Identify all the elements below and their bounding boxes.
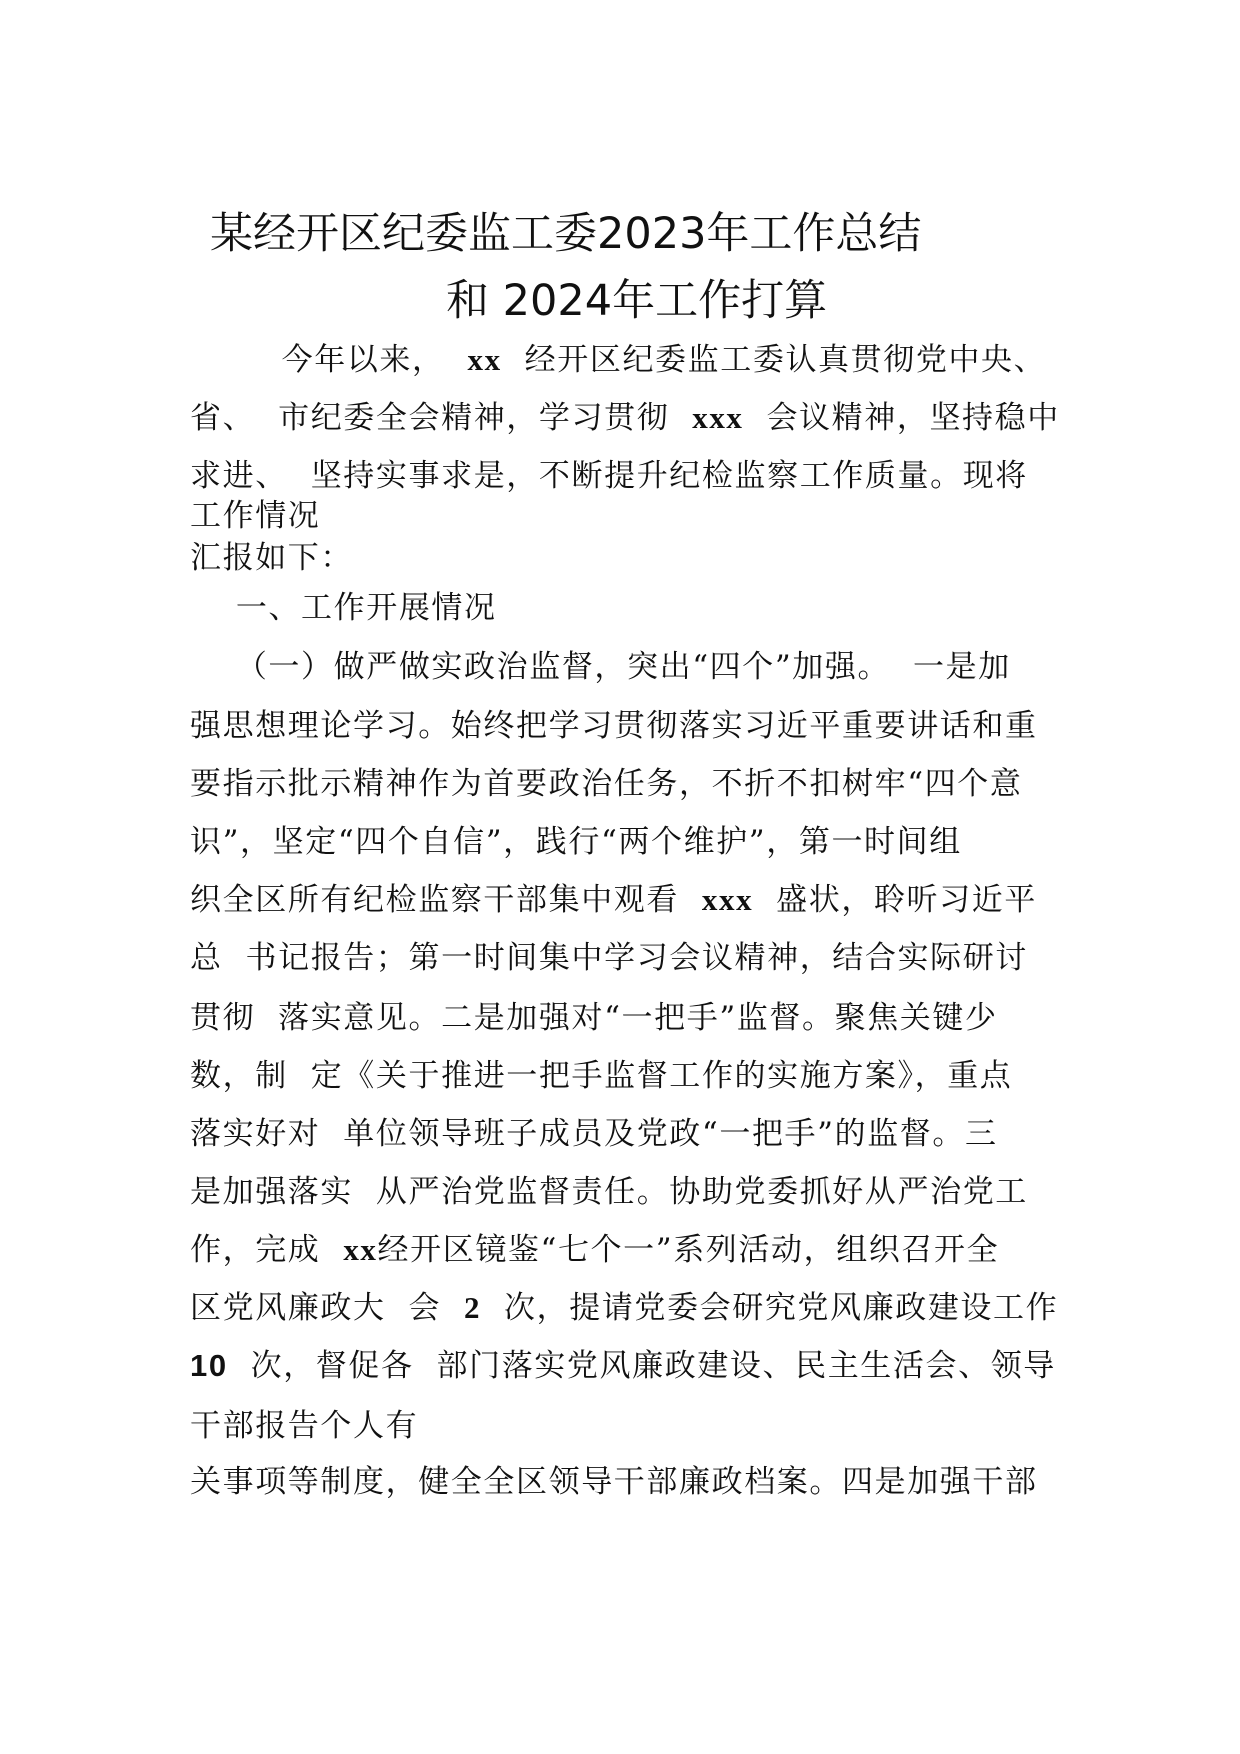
line-text: 织全区所有纪检监察干部集中观看 xyxy=(190,882,702,918)
line-text-continued: 盛状，聆听习近平 xyxy=(753,882,1037,918)
paragraph-line xyxy=(190,1056,1012,1096)
line-text: 识”，坚定“四个自信”，践行“两个维护”，第一时间组 xyxy=(190,824,962,860)
line-text: 要指示批示精神作为首要政治任务，不折不扣树牢“四个意 xyxy=(190,766,1023,802)
line-text: 强思想理论学习。始终把学习贯彻落实习近平重要讲话和重 xyxy=(190,708,1038,744)
line-text: 数，制 定《关于推进一把手监督工作的实施方案》，重点 xyxy=(190,1058,1013,1094)
line-text: 汇报如下： xyxy=(190,540,353,576)
paragraph-line xyxy=(190,398,1060,438)
paragraph-line xyxy=(190,706,1038,746)
bold-inline-text: 2 xyxy=(464,1290,482,1325)
paragraph-line xyxy=(190,1230,999,1270)
line-text: 落实好对 单位领导班子成员及党政“一把手”的监督。三 xyxy=(190,1116,998,1152)
paragraph-line xyxy=(190,880,1037,920)
line-text: 总 书记报告；第一时间集中学习会议精神，结合实际研讨 xyxy=(190,940,1028,976)
paragraph-line xyxy=(190,998,998,1038)
line-text: 贯彻 落实意见。二是加强对“一把手”监督。聚焦关键少 xyxy=(190,1000,998,1036)
line-text-continued: 次，提请党委会研究党风廉政建设工作 xyxy=(481,1290,1059,1326)
line-text-continued: 经开区纪委监工委认真贯彻党中央、 xyxy=(501,342,1047,378)
line-text-continued: 经开区镜鉴“七个一”系列活动，组织召开全 xyxy=(377,1232,1000,1268)
document-title-line-2: 和 2024年工作打算 xyxy=(446,276,828,326)
line-text-continued: 会议精神，坚持稳中 xyxy=(743,400,1060,436)
paragraph-line xyxy=(190,1172,1028,1212)
paragraph-line xyxy=(190,496,320,536)
paragraph-line xyxy=(190,340,1046,380)
line-text: （一）做严做实政治监督，突出“四个”加强。 一是加 xyxy=(190,649,1011,685)
line-text: 是加强落实 从严治党监督责任。协助党委抓好从严治党工 xyxy=(190,1174,1028,1210)
paragraph-line xyxy=(190,938,1028,978)
bold-inline-text: xx xyxy=(467,342,502,377)
bold-inline-text: xxx xyxy=(701,882,754,917)
line-text: 区党风廉政大 会 xyxy=(190,1290,465,1326)
paragraph-line xyxy=(190,647,1011,687)
paragraph-line xyxy=(190,538,353,578)
document-title-line-1: 某经开区纪委监工委2023年工作总结 xyxy=(210,209,922,259)
bold-inline-text: xxx xyxy=(692,400,744,435)
bold-inline-number: 10 xyxy=(190,1348,228,1383)
paragraph-line xyxy=(190,1406,418,1446)
line-text: 干部报告个人有 xyxy=(190,1408,419,1444)
paragraph-line xyxy=(190,1462,1038,1502)
line-text: 求进、 坚持实事求是，不断提升纪检监察工作质量。现将 xyxy=(190,458,1028,494)
paragraph-line xyxy=(190,1346,1056,1386)
line-text: 一、工作开展情况 xyxy=(190,590,497,626)
paragraph-line xyxy=(190,764,1022,804)
bold-inline-text: xx xyxy=(343,1232,378,1267)
line-text: 作，完成 xyxy=(190,1232,344,1268)
line-text: 省、 市纪委全会精神，学习贯彻 xyxy=(190,400,693,436)
paragraph-line xyxy=(190,1114,998,1154)
line-text: 关事项等制度，健全全区领导干部廉政档案。四是加强干部 xyxy=(190,1464,1038,1500)
paragraph-line xyxy=(190,822,962,862)
line-text-continued: 次，督促各 部门落实党风廉政建设、民主生活会、领导 xyxy=(227,1348,1056,1384)
paragraph-line xyxy=(190,1288,1058,1328)
paragraph-line xyxy=(190,588,497,628)
line-text: 工作情况 xyxy=(190,498,321,534)
line-text: 今年以来， xyxy=(190,342,468,378)
paragraph-line xyxy=(190,456,1028,496)
